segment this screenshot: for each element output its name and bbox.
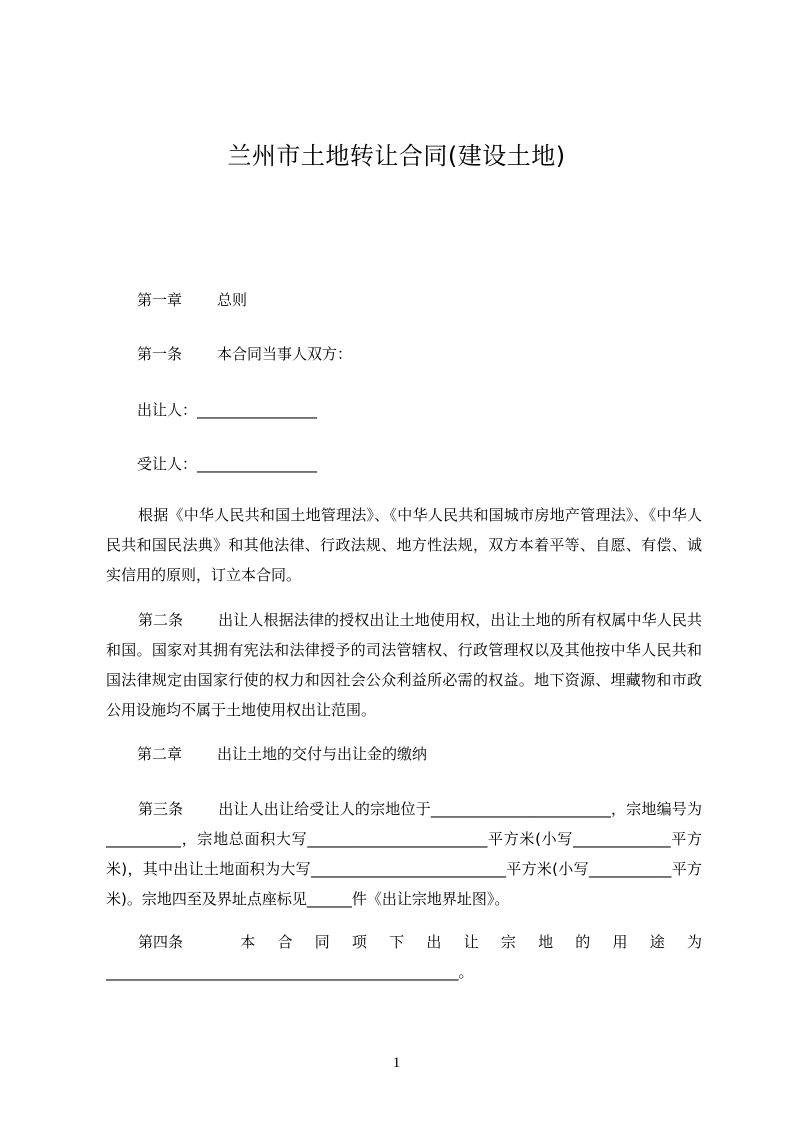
article-3-text: 出让人出让给受让人的宗地位于________________________，宗地编号为__________，宗地总面积大写________________________平方米(小写_____________平方米)，其中出让土地面积为大写__________________________平方米(小写___________平方米)。宗地四至及界址点座标见______件《出让宗地界址图》。 [106, 800, 702, 908]
chapter-2-heading [137, 740, 737, 768]
article-3-paragraph [106, 794, 702, 914]
transferee-label: 受让人： [137, 455, 198, 473]
chapter-2-title: 出让土地的交付与出让金的缴纳 [217, 745, 428, 763]
chapter-1-heading [137, 286, 737, 314]
article-1-label: 第一条 [137, 345, 183, 363]
chapter-1-title: 总则 [217, 291, 248, 309]
article-2-text: 出让人根据法律的授权出让土地使用权，出让土地的所有权属中华人民共和国。国家对其拥有宪法和法律授予的司法管辖权、行政管理权以及其他按中华人民共和国法律规定由国家行使的权力和因社会公众利益所必需的权益。地下资源、埋藏物和市政公用设施均不属于土地使用权出让范围。 [106, 611, 702, 719]
chapter-2-label: 第二章 [137, 745, 183, 763]
article-1-heading [137, 340, 737, 368]
transferee-line [137, 450, 737, 478]
article-4-label: 第四条 [138, 933, 184, 951]
article-1-text: 本合同当事人双方： [217, 345, 353, 363]
article-4-text: 本合同项下出让宗地的用途为_______________________________________________。 [106, 933, 702, 981]
article-4-paragraph [106, 927, 702, 987]
article-2-paragraph [106, 605, 702, 725]
preamble-paragraph: 根据《中华人民共和国土地管理法》、《中华人民共和国城市房地产管理法》、《中华人民共和国民法典》和其他法律、行政法规、地方性法规，双方本着平等、自愿、有偿、诚实信用的原则，订立本合同。 [106, 506, 702, 584]
article-2-label: 第二条 [138, 611, 184, 629]
document-title: 兰州市土地转让合同(建设土地) [227, 142, 566, 170]
transferee-blank: ________________ [197, 455, 318, 473]
page-number: 1 [392, 1055, 401, 1071]
chapter-1-label: 第一章 [137, 291, 183, 309]
transferor-blank: ________________ [197, 401, 318, 419]
transferor-label: 出让人： [137, 401, 198, 419]
transferor-line [137, 396, 737, 424]
article-3-label: 第三条 [138, 800, 184, 818]
